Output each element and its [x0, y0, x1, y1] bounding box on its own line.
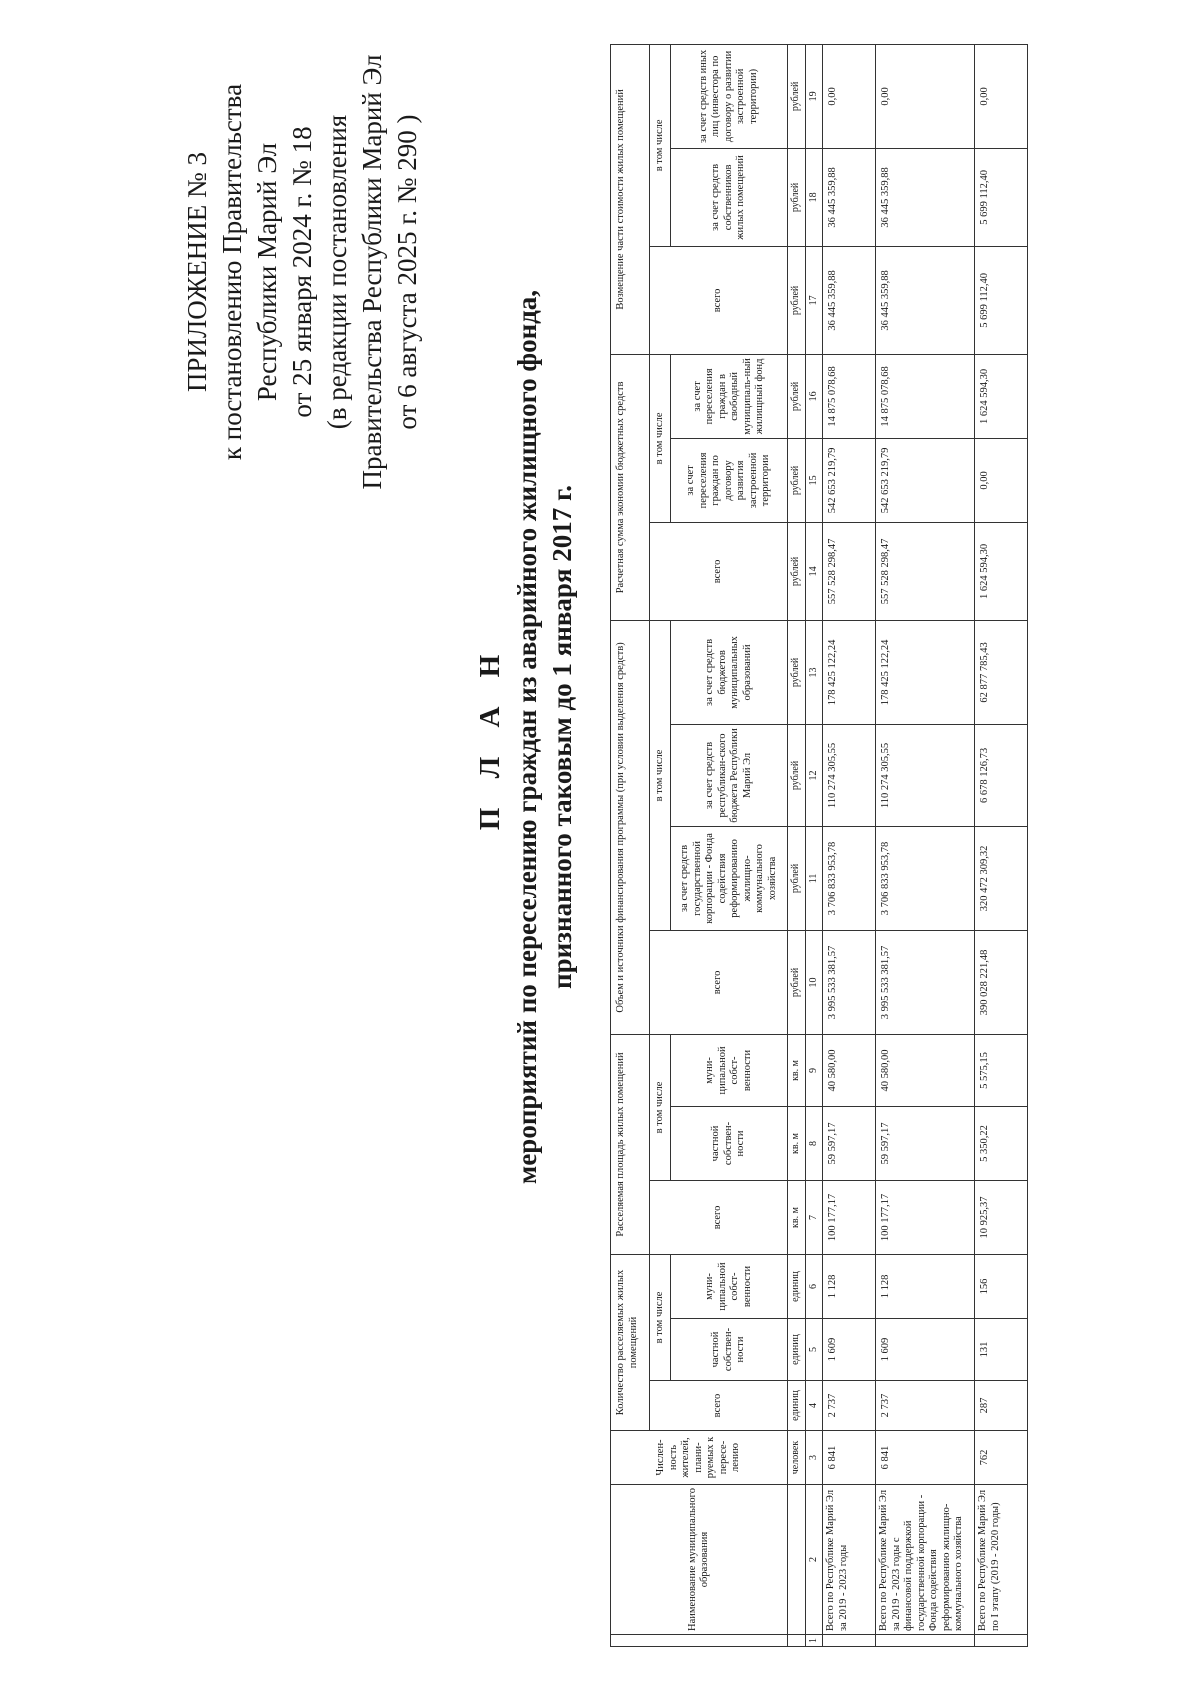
plan-subtitle: мероприятий по переселению граждан из аварийного жилищного фонда,	[512, 289, 542, 1185]
value-cell: 110 274 305,55	[823, 724, 876, 826]
row-name-cell: Всего по Республике Марий Эл за 2019 - 2023 годы с финансовой поддержкой государственной корпорации - Фонда содействия реформированию жилищно-коммунального хозяйства	[876, 1485, 975, 1635]
value-cell: 40 580,00	[876, 1034, 975, 1106]
header-private-own: частной собствен-ности	[671, 1106, 788, 1180]
unit-cell: рублей	[788, 620, 806, 724]
column-index-cell: 3	[805, 1431, 823, 1485]
value-cell: 0,00	[975, 44, 1028, 148]
value-cell: 59 597,17	[876, 1106, 975, 1180]
header-total: всего	[650, 1381, 788, 1431]
column-index-cell: 6	[805, 1254, 823, 1318]
header-econ-free: за счет переселения граждан в свободный муниципаль-ный жилищный фонд	[671, 354, 788, 438]
row-name-cell: Всего по Республике Марий Эл за 2019 - 2023 годы	[823, 1485, 876, 1635]
unit-cell: рублей	[788, 148, 806, 246]
header-total: всего	[650, 522, 788, 620]
appendix-ref-line: (в редакции постановления	[322, 114, 352, 430]
column-index-cell: 17	[805, 246, 823, 354]
value-cell: 36 445 359,88	[823, 246, 876, 354]
value-cell: 5 699 112,40	[975, 246, 1028, 354]
header-incl: в том числе	[650, 1254, 671, 1380]
value-cell: 0,00	[975, 438, 1028, 522]
value-cell: 3 995 533 381,57	[823, 930, 876, 1034]
unit-cell: рублей	[788, 438, 806, 522]
value-cell: 62 877 785,43	[975, 620, 1028, 724]
value-cell: 110 274 305,55	[876, 724, 975, 826]
unit-cell: единиц	[788, 1381, 806, 1431]
header-private-own: частной собствен-ности	[671, 1319, 788, 1381]
value-cell: 1 624 594,30	[975, 522, 1028, 620]
resettlement-plan-table	[610, 44, 1028, 1647]
unit-cell: кв. м	[788, 1106, 806, 1180]
unit-cell: рублей	[788, 354, 806, 438]
value-cell: 6 841	[823, 1431, 876, 1485]
value-cell: 320 472 309,32	[975, 826, 1028, 930]
unit-cell: кв. м	[788, 1034, 806, 1106]
value-cell: 5 699 112,40	[975, 148, 1028, 246]
header-units-group: Количество расселяемых жилых помещений	[611, 1254, 650, 1430]
header-economy-group: Расчетная сумма экономии бюджетных средств	[611, 354, 650, 620]
unit-cell: рублей	[788, 246, 806, 354]
value-cell: 5 575,15	[975, 1034, 1028, 1106]
value-cell: 2 737	[876, 1381, 975, 1431]
unit-cell: человек	[788, 1431, 806, 1485]
value-cell: 557 528 298,47	[823, 522, 876, 620]
value-cell: 59 597,17	[823, 1106, 876, 1180]
column-index-cell: 11	[805, 826, 823, 930]
header-econ-dev: за счет переселения граждан по договору развития застроенной территории	[671, 438, 788, 522]
document-title	[470, 257, 580, 1217]
unit-cell: рублей	[788, 522, 806, 620]
unit-cell: рублей	[788, 724, 806, 826]
row-name-cell: Всего по Республике Марий Эл по I этапу (2019 - 2020 годы)	[975, 1485, 1028, 1635]
column-index-cell: 12	[805, 724, 823, 826]
value-cell: 100 177,17	[876, 1180, 975, 1254]
header-incl: в том числе	[650, 1034, 671, 1180]
value-cell: 3 995 533 381,57	[876, 930, 975, 1034]
value-cell: 131	[975, 1319, 1028, 1381]
header-total: всего	[650, 246, 788, 354]
value-cell: 542 653 219,79	[823, 438, 876, 522]
header-cell-blank	[611, 1635, 788, 1647]
unit-cell: кв. м	[788, 1180, 806, 1254]
value-cell: 1 609	[823, 1319, 876, 1381]
value-cell: 5 350,22	[975, 1106, 1028, 1180]
column-index-cell: 9	[805, 1034, 823, 1106]
units-row	[788, 44, 806, 1646]
column-index-cell: 15	[805, 438, 823, 522]
value-cell: 557 528 298,47	[876, 522, 975, 620]
column-index-cell: 4	[805, 1381, 823, 1431]
header-comp-owners: за счет средств собственников жилых помещений	[671, 148, 788, 246]
value-cell: 1 624 594,30	[975, 354, 1028, 438]
unit-cell	[788, 1635, 806, 1647]
value-cell: 14 875 078,68	[876, 354, 975, 438]
column-index-cell: 1	[805, 1635, 823, 1647]
value-cell: 390 028 221,48	[975, 930, 1028, 1034]
plan-heading: П Л А Н	[474, 643, 506, 831]
value-cell: 40 580,00	[823, 1034, 876, 1106]
value-cell: 3 706 833 953,78	[823, 826, 876, 930]
header-fund-source: за счет средств государственной корпорации - Фонда содействия реформированию жилищно-коммунального хозяйства	[671, 826, 788, 930]
value-cell: 100 177,17	[823, 1180, 876, 1254]
table-body	[823, 44, 1028, 1646]
header-incl: в том числе	[650, 44, 671, 246]
header-name: Наименование муниципального образования	[611, 1485, 788, 1635]
value-cell: 542 653 219,79	[876, 438, 975, 522]
appendix-ref-line: от 6 августа 2025 г. № 290 )	[392, 114, 422, 430]
appendix-ref-line: от 25 января 2024 г. № 18	[287, 126, 317, 418]
value-cell: 1 128	[823, 1254, 876, 1318]
value-cell: 287	[975, 1381, 1028, 1431]
header-compensation-group: Возмещение части стоимости жилых помещений	[611, 44, 650, 354]
table-row	[823, 44, 876, 1646]
value-cell: 178 425 122,24	[823, 620, 876, 724]
table-row	[876, 44, 975, 1646]
value-cell: 6 678 126,73	[975, 724, 1028, 826]
unit-cell: единиц	[788, 1254, 806, 1318]
column-index-cell: 13	[805, 620, 823, 724]
column-index-cell: 10	[805, 930, 823, 1034]
header-comp-other: за счет средств иных лиц (инвестора по договору о развитии застроенной территории)	[671, 44, 788, 148]
column-index-cell: 5	[805, 1319, 823, 1381]
unit-cell: рублей	[788, 826, 806, 930]
appendix-ref-line: Республики Марий Эл	[252, 142, 282, 402]
row-blank-cell	[823, 1635, 876, 1647]
column-index-cell: 19	[805, 44, 823, 148]
header-republic-source: за счет средств республикан-ского бюджета Республики Марий Эл	[671, 724, 788, 826]
table-row	[975, 44, 1028, 1646]
appendix-header	[180, 27, 425, 517]
value-cell: 36 445 359,88	[876, 148, 975, 246]
header-municipal-own: муни-ципальной собст-венности	[671, 1034, 788, 1106]
unit-cell: рублей	[788, 930, 806, 1034]
row-blank-cell	[876, 1635, 975, 1647]
value-cell: 0,00	[823, 44, 876, 148]
value-cell: 1 609	[876, 1319, 975, 1381]
header-area-group: Расселяемая площадь жилых помещений	[611, 1034, 650, 1254]
appendix-number: ПРИЛОЖЕНИЕ № 3	[182, 151, 212, 393]
column-index-cell: 2	[805, 1485, 823, 1635]
value-cell: 10 925,37	[975, 1180, 1028, 1254]
unit-cell	[788, 1485, 806, 1635]
header-finance-group: Объем и источники финансирования программы (при условии выделения средств)	[611, 620, 650, 1034]
unit-cell: единиц	[788, 1319, 806, 1381]
value-cell: 6 841	[876, 1431, 975, 1485]
appendix-ref-line: Правительства Республики Марий Эл	[357, 54, 387, 490]
value-cell: 156	[975, 1254, 1028, 1318]
header-incl: в том числе	[650, 354, 671, 522]
value-cell: 178 425 122,24	[876, 620, 975, 724]
value-cell: 3 706 833 953,78	[876, 826, 975, 930]
row-blank-cell	[975, 1635, 1028, 1647]
header-total: всего	[650, 930, 788, 1034]
value-cell: 762	[975, 1431, 1028, 1485]
unit-cell: рублей	[788, 44, 806, 148]
index-row	[805, 44, 823, 1646]
header-incl: в том числе	[650, 620, 671, 930]
column-index-cell: 16	[805, 354, 823, 438]
appendix-ref-line: к постановлению Правительства	[217, 83, 247, 461]
header-residents: Числен-ность жителей, плани-руемых к пересе-лению	[611, 1431, 788, 1485]
header-municipal-source: за счет средств бюджетов муниципальных образований	[671, 620, 788, 724]
column-index-cell: 7	[805, 1180, 823, 1254]
value-cell: 1 128	[876, 1254, 975, 1318]
plan-subtitle: признанного таковым до 1 января 2017 г.	[547, 485, 577, 989]
value-cell: 2 737	[823, 1381, 876, 1431]
header-municipal-own: муни-ципальной собст-венности	[671, 1254, 788, 1318]
value-cell: 36 445 359,88	[876, 246, 975, 354]
column-index-cell: 18	[805, 148, 823, 246]
column-index-cell: 14	[805, 522, 823, 620]
value-cell: 36 445 359,88	[823, 148, 876, 246]
column-index-cell: 8	[805, 1106, 823, 1180]
header-total: всего	[650, 1180, 788, 1254]
value-cell: 0,00	[876, 44, 975, 148]
value-cell: 14 875 078,68	[823, 354, 876, 438]
